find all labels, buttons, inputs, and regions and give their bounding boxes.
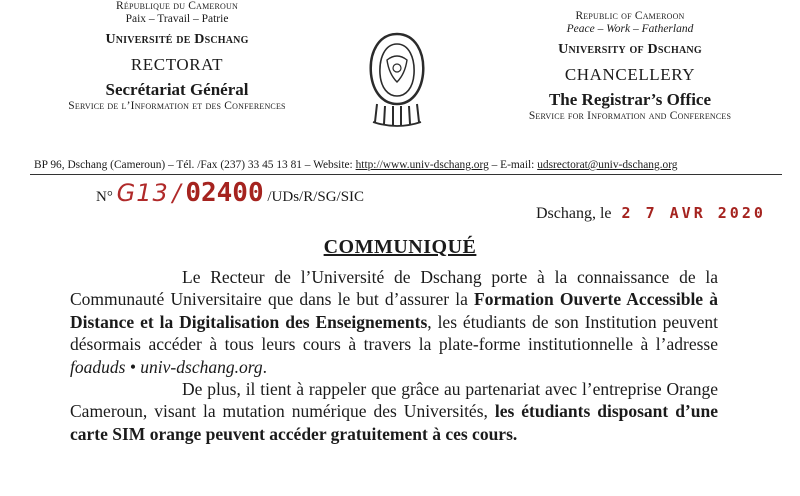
reference-handwritten: G13	[116, 179, 169, 207]
date-stamp: 2 7 AVR 2020	[621, 204, 766, 222]
motto-en: Peace – Work – Fatherland	[566, 23, 694, 36]
office-en: CHANCELLERY	[564, 64, 696, 84]
reference-separator: /	[172, 179, 182, 207]
date-label: Dschang, le	[536, 205, 612, 222]
email-link[interactable]: udsrectorat@univ-dschang.org	[537, 159, 678, 171]
date-line	[536, 204, 766, 223]
paragraph-2-bold: les étudiants disposant d’une carte SIM orange peuvent accéder gratuitement à ces cours.	[70, 401, 718, 444]
paragraph-1-text-a: Le Recteur de l’Université de Dschang porte à la connaissance de la Communauté Universitaire que dans le but d’assurer la	[70, 267, 718, 310]
paragraph-1-end: .	[262, 356, 267, 377]
university-fr: Université de Dschang	[105, 32, 249, 48]
paragraph-1	[70, 266, 718, 378]
secretariat-en: The Registrar’s Office	[548, 90, 712, 110]
paragraph-2-text: De plus, il tient à rappeler que grâce au partenariat avec l’entreprise Orange Cameroun, visant la mutation numérique des Universités,	[70, 379, 718, 422]
reference-stamp-number: 02400	[185, 178, 264, 208]
university-en: University of Dschang	[558, 42, 702, 58]
contact-line	[34, 159, 794, 171]
country-en: Republic of Cameroon	[575, 10, 685, 22]
motto-fr: Paix – Travail – Patrie	[125, 13, 229, 26]
contact-address: BP 96, Dschang (Cameroun) – Tél. /Fax (237) 33 45 13 81 – Website:	[34, 159, 356, 171]
paragraph-1-bold: Formation Ouverte Accessible à Distance et la Digitalisation des Enseignements	[70, 289, 718, 332]
reference-suffix: /UDs/R/SG/SIC	[267, 189, 365, 205]
service-fr: Service de l’Information et des Conferences	[68, 99, 286, 112]
university-seal-icon	[363, 30, 431, 130]
secretariat-fr: Secrétariat Général	[105, 80, 249, 100]
service-en: Service for Information and Conferences	[528, 109, 732, 122]
office-fr: RECTORAT	[130, 54, 224, 74]
country-fr: République du Cameroun	[116, 0, 238, 12]
header-right	[470, 10, 790, 123]
reference-prefix: N°	[96, 189, 113, 205]
platform-address: foaduds • univ-dschang.org	[70, 356, 263, 377]
paragraph-2	[70, 378, 718, 445]
communique-title: COMMUNIQUÉ	[323, 236, 477, 258]
header-divider	[30, 174, 782, 175]
website-link[interactable]: http://www.univ-dschang.org	[355, 159, 489, 171]
paragraph-1-text-b: , les étudiants de son Institution peuvent désormais accéder à tous leurs cours à travers la plate-forme institutionnelle à l’adresse	[70, 311, 718, 355]
communique-body	[70, 266, 718, 445]
header-left	[18, 0, 336, 113]
reference-number	[96, 178, 364, 208]
email-label: – E-mail:	[488, 159, 538, 171]
